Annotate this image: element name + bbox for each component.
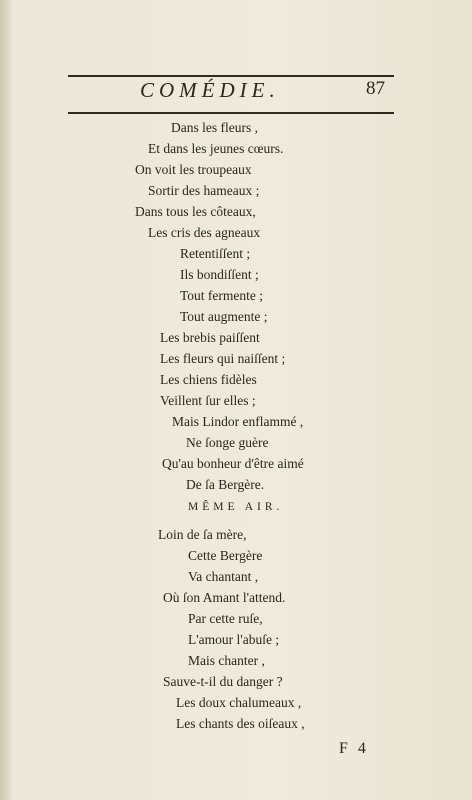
verse-line: Les chiens fidèles [160,372,257,387]
verse-line: Veillent ſur elles ; [160,393,256,408]
verse-line: Sortir des hameaux ; [148,183,260,198]
verse-line: On voit les troupeaux [135,162,252,177]
verse-line: Dans les fleurs , [171,120,258,135]
verse-line: Les cris des agneaux [148,225,261,240]
verse-line: Qu'au bonheur d'être aimé [162,456,304,471]
verse-line: Mais Lindor enflammé , [172,414,304,429]
signature-mark: F 4 [339,740,369,757]
verse-line: Mais chanter , [188,653,265,668]
verse-line: Où ſon Amant l'attend. [163,590,286,605]
section-heading: MÊME AIR. [188,501,284,513]
verse-line: Va chantant , [188,569,259,584]
verse-line: Ne ſonge guère [186,435,269,450]
verse-line: Les brebis paiſſent [160,330,260,345]
verse-line: Loin de ſa mère, [158,527,247,542]
verse-line: Tout fermente ; [180,288,264,303]
verse-line: Par cette ruſe, [188,611,263,626]
verse-line: Retentiſſent ; [180,246,251,261]
header-rule-bottom [68,112,394,114]
running-header-title: COMÉDIE. [140,78,280,102]
verse-line: Ils bondiſſent ; [180,267,259,282]
verse-line: Cette Bergère [188,548,263,563]
page-number: 87 [366,78,385,99]
verse-line: Les chants des oiſeaux , [176,716,305,731]
verse-line: Tout augmente ; [180,309,268,324]
verse-line: L'amour l'abuſe ; [188,632,280,647]
page-gutter-shadow [0,0,12,800]
verse-line: Et dans les jeunes cœurs. [148,141,284,156]
verse-line: Les doux chalumeaux , [176,695,302,710]
verse-line: Dans tous les côteaux, [135,204,256,219]
verse-line: De ſa Bergère. [186,477,265,492]
verse-line: Sauve-t-il du danger ? [163,674,283,689]
header-rule-top [68,75,394,77]
verse-line: Les fleurs qui naiſſent ; [160,351,286,366]
